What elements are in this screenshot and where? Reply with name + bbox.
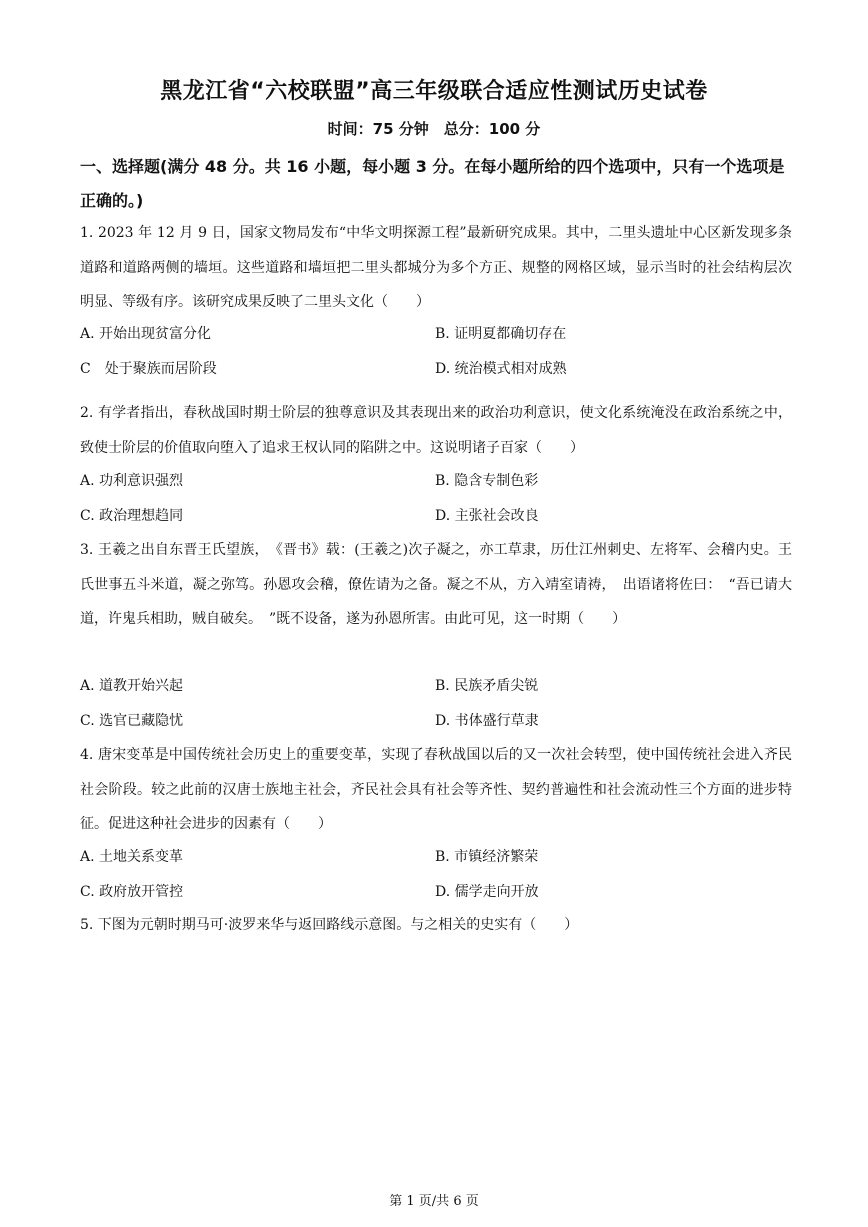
- exam-title: 黑龙江省“六校联盟”高三年级联合适应性测试历史试卷: [160, 79, 708, 104]
- question-2-options: [80, 464, 792, 533]
- exam-time-and-score: 时间：75 分钟 总分：100 分: [327, 120, 541, 138]
- question-2-option-d: D. 主张社会改良: [435, 507, 539, 524]
- question-1-option-b: B. 证明夏都确切存在: [435, 326, 567, 342]
- question-1-option-a: A. 开始出现贫富分化: [80, 326, 212, 342]
- question-1-option-d: D. 统治模式相对成熟: [435, 360, 567, 377]
- question-2-option-c: C. 政治理想趋同: [80, 507, 184, 524]
- question-3-stem: 3. 王羲之出自东晋王氏望族， 《晋书》载：(王羲之)次子凝之，亦工草隶，历仕江州刺史、左将军、会稽内史。王氏世事五斗米道，凝之弥笃。孙恩攻会稽，僚佐请为之备。凝之不从，方入靖室请祷， 出语诸将佐曰： “吾已请大道，许鬼兵相助，贼自破矣。 ”既不设备，遂为孙恩所害。由此可见，这一时期（ ）: [80, 542, 792, 627]
- question-2-option-a: A. 功利意识强烈: [80, 473, 184, 489]
- question-4-option-b: B. 市镇经济繁荣: [435, 849, 539, 865]
- question-3-option-c: C. 选官已藏隐忧: [80, 712, 184, 729]
- question-3-options: [80, 669, 792, 738]
- question-4-option-c: C. 政府放开管控: [80, 883, 184, 900]
- question-4-options: [80, 840, 792, 909]
- question-4-option-d: D. 儒学走向开放: [435, 883, 539, 900]
- question-5-stem: 5. 下图为元朝时期马可·波罗来华与返回路线示意图。与之相关的史实有（ ）: [80, 917, 579, 933]
- question-3-option-b: B. 民族矛盾尖锐: [435, 678, 539, 694]
- question-3-option-a: A. 道教开始兴起: [80, 678, 184, 694]
- question-4-stem: 4. 唐宋变革是中国传统社会历史上的重要变革，实现了春秋战国以后的又一次社会转型，使中国传统社会进入齐民社会阶段。较之此前的汉唐士族地主社会，齐民社会具有社会等齐性、契约普遍性和社会流动性三个方面的进步特征。促进这种社会进步的因素有（ ）: [80, 747, 792, 832]
- question-1-stem: 1. 2023 年 12 月 9 日，国家文物局发布“中华文明探源工程”最新研究成果。其中，二里头遗址中心区新发现多条道路和道路两侧的墙垣。这些道路和墙垣把二里头都城分为多个方正、规整的网格区域，显示当时的社会结构层次明显、等级有序。该研究成果反映了二里头文化（ ）: [80, 225, 792, 310]
- question-3-option-d: D. 书体盛行草隶: [435, 712, 539, 729]
- question-2-option-b: B. 隐含专制色彩: [435, 473, 539, 489]
- question-2-stem: 2. 有学者指出，春秋战国时期士阶层的独尊意识及其表现出来的政治功利意识，使文化系统淹没在政治系统之中，致使士阶层的价值取向堕入了追求王权认同的陷阱之中。这说明诸子百家（ ）: [80, 405, 792, 456]
- question-4-option-a: A. 土地关系变革: [80, 849, 184, 865]
- question-1-option-c: C 处于聚族而居阶段: [80, 360, 217, 377]
- section-heading: 一、选择题(满分 48 分。共 16 小题，每小题 3 分。在每小题所给的四个选项中，只有一个选项是正确的。): [80, 157, 785, 210]
- page-number: 第 1 页/共 6 页: [389, 1194, 479, 1209]
- question-1-options: [80, 317, 792, 386]
